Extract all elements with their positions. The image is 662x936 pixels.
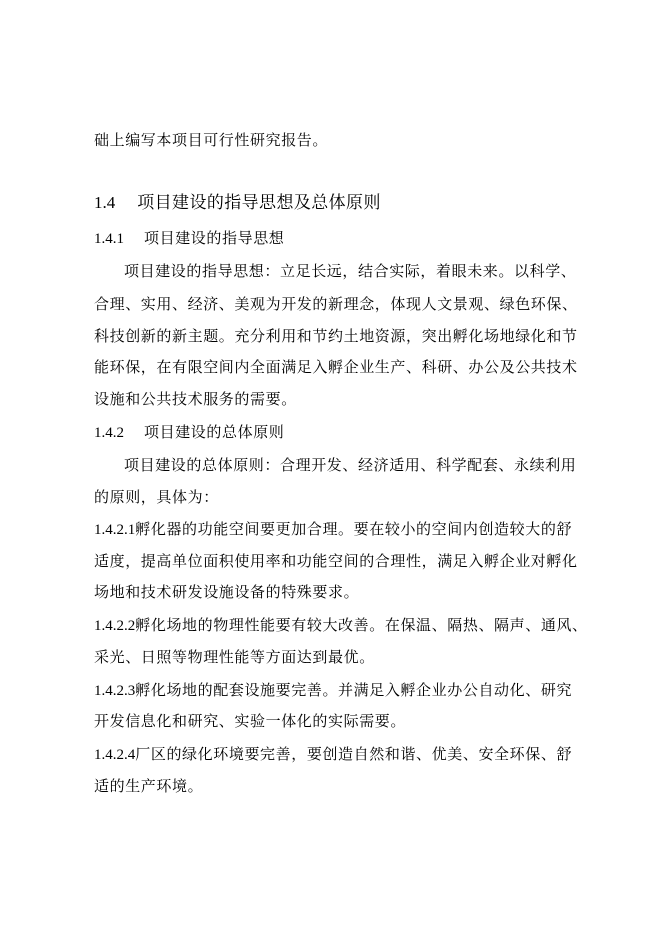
paragraph-line: 项目建设的总体原则：合理开发、经济适用、科学配套、永续利用 bbox=[124, 456, 577, 474]
subsection-heading-1-4-1 bbox=[94, 228, 284, 249]
subsection-title: 项目建设的总体原则 bbox=[144, 423, 285, 441]
paragraph-line: 合理、实用、经济、美观为开发的新理念，体现人文景观、绿色环保、 bbox=[94, 295, 578, 313]
paragraph-line: 项目建设的指导思想：立足长远，结合实际，着眼未来。以科学、 bbox=[124, 262, 577, 280]
paragraph-line: 场地和技术研发设施设备的特殊要求。 bbox=[94, 583, 360, 601]
paragraph-line: 的原则，具体为： bbox=[94, 488, 219, 506]
subsection-number: 1.4.1 bbox=[94, 231, 124, 247]
item-text: 孵化场地的配套设施要完善。并满足入孵企业办公自动化、研究 bbox=[135, 681, 573, 699]
subsection-number: 1.4.2 bbox=[94, 425, 124, 441]
item-number: 1.4.2.2 bbox=[94, 618, 136, 634]
item-number: 1.4.2.1 bbox=[94, 522, 136, 538]
paragraph-line: 开发信息化和研究、实验一体化的实际需要。 bbox=[94, 712, 407, 730]
item-text: 孵化场地的物理性能要有较大改善。在保温、隔热、隔声、通风、 bbox=[135, 616, 588, 634]
subsection-heading-1-4-2 bbox=[94, 422, 284, 443]
paragraph-line: 适的生产环境。 bbox=[94, 777, 204, 795]
section-title: 项目建设的指导思想及总体原则 bbox=[137, 193, 381, 213]
paragraph-line: 能环保，在有限空间内全面满足入孵企业生产、科研、办公及公共技术 bbox=[94, 358, 578, 376]
list-item-1-4-2-2 bbox=[94, 615, 588, 636]
section-number: 1.4 bbox=[94, 193, 116, 212]
paragraph-line: 设施和公共技术服务的需要。 bbox=[94, 390, 297, 408]
item-text: 孵化器的功能空间要更加合理。要在较小的空间内创造较大的舒 bbox=[135, 520, 573, 538]
list-item-1-4-2-1 bbox=[94, 519, 572, 540]
paragraph-line: 采光、日照等物理性能等方面达到最优。 bbox=[94, 648, 375, 666]
item-number: 1.4.2.3 bbox=[94, 683, 136, 699]
section-heading-1-4 bbox=[94, 193, 381, 213]
paragraph-line: 科技创新的新主题。充分利用和节约土地资源，突出孵化场地绿化和节 bbox=[94, 327, 578, 345]
subsection-title: 项目建设的指导思想 bbox=[144, 229, 285, 247]
item-number: 1.4.2.4 bbox=[94, 747, 136, 763]
paragraph-line: 适度，提高单位面积使用率和功能空间的合理性，满足入孵企业对孵化 bbox=[94, 552, 578, 570]
list-item-1-4-2-3 bbox=[94, 680, 572, 701]
item-text: 厂区的绿化环境要完善，要创造自然和谐、优美、安全环保、舒 bbox=[135, 745, 573, 763]
intro-tail-line: 础上编写本项目可行性研究报告。 bbox=[94, 131, 329, 149]
list-item-1-4-2-4 bbox=[94, 744, 572, 765]
